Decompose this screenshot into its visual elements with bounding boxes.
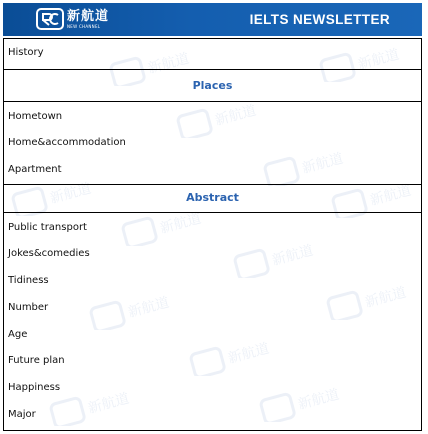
brand-logo <box>36 6 109 32</box>
section-heading-abstract: Abstract <box>186 191 239 204</box>
topic-item-history: History <box>8 47 44 58</box>
newsletter-header <box>3 3 422 36</box>
row-divider <box>4 184 421 185</box>
svg-text:新航道: 新航道 <box>270 242 316 269</box>
topic-item: Happiness <box>8 382 61 393</box>
topic-item: Number <box>8 302 49 313</box>
svg-text:新航道: 新航道 <box>356 46 402 73</box>
svg-text:新航道: 新航道 <box>48 180 94 207</box>
topic-table <box>3 38 422 431</box>
section-heading-places: Places <box>192 79 233 92</box>
topic-item: Public transport <box>8 222 87 233</box>
svg-text:新航道: 新航道 <box>126 294 172 321</box>
logo-chinese-text: 新航道 <box>67 8 110 24</box>
svg-text:新航道: 新航道 <box>226 340 272 367</box>
svg-text:新航道: 新航道 <box>368 182 414 209</box>
topic-item: Apartment <box>8 164 62 175</box>
svg-text:新航道: 新航道 <box>86 390 132 417</box>
topic-item: Future plan <box>8 355 65 366</box>
topic-item: Home&accommodation <box>8 137 126 148</box>
row-divider <box>4 101 421 102</box>
svg-text:新航道: 新航道 <box>213 102 259 129</box>
svg-text:新航道: 新航道 <box>363 284 409 311</box>
topic-item: Major <box>8 409 36 420</box>
topic-item: Age <box>8 329 28 340</box>
svg-text:新航道: 新航道 <box>296 386 342 413</box>
row-divider <box>4 212 421 213</box>
topic-item: Tidiness <box>8 275 49 286</box>
svg-text:新航道: 新航道 <box>146 50 192 77</box>
svg-text:新航道: 新航道 <box>158 210 204 237</box>
topic-item: Hometown <box>8 111 63 122</box>
svg-text:新航道: 新航道 <box>300 150 346 177</box>
logo-english-text: NEW CHANNEL <box>67 23 101 29</box>
new-channel-logo-icon <box>36 8 64 30</box>
page-title: IELTS NEWSLETTER <box>249 12 390 27</box>
row-divider <box>4 69 421 70</box>
topic-item: Jokes&comedies <box>8 248 90 259</box>
